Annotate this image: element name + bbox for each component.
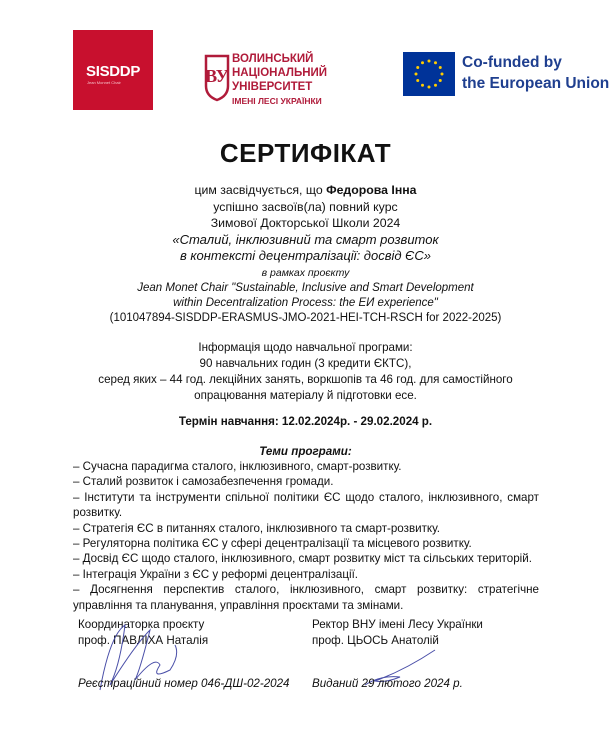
list-item: – Сталий розвиток і самозабезпечення громади. xyxy=(73,475,334,489)
sisddp-logo: SISDDP Jean Monnet Chair xyxy=(73,30,153,110)
list-item: – Стратегія ЄС в питаннях сталого, інклюзивного та смарт-розвитку. xyxy=(73,521,440,535)
vnu-logo-text: ВОЛИНСЬКИЙ НАЦІОНАЛЬНИЙ УНІВЕРСИТЕТ ІМЕНІ ЛЕСІ УКРАЇНКИ xyxy=(232,53,328,106)
eu-star xyxy=(428,86,431,89)
topics-heading: Теми програми: xyxy=(259,445,352,458)
list-item: – Досвід ЄС щодо сталого, інклюзивного, смарт розвитку міст та сільських територій. xyxy=(73,552,532,566)
eu-star xyxy=(434,84,437,87)
study-term: Термін навчання: 12.02.2024р. - 29.02.2024 р. xyxy=(178,415,433,428)
eu-star xyxy=(416,66,419,69)
issue-date: Виданий 29 лютого 2024 р. xyxy=(312,677,463,690)
eu-star xyxy=(421,61,424,64)
list-item: – Інститути та інструменти спільної політики ЄС щодо сталого, інклюзивного, смарт розвитку. xyxy=(73,490,539,520)
program-info: Інформація щодо навчальної програми: 90 навчальних годин (3 кредити ЄКТС), серед яких – 44 год. лекційних занять, воркшопів та 46 год. для самостійного опрацювання матеріалу й підготовки есе. Термін навчання: 12.02.2024р. - 29.02.2024 р. xyxy=(60,340,551,430)
list-item: – Сучасна парадигма сталого, інклюзивного, смарт-розвитку. xyxy=(73,460,402,473)
eu-star xyxy=(428,60,431,63)
topics-list xyxy=(73,459,539,613)
eu-star xyxy=(416,79,419,82)
eu-star xyxy=(439,66,442,69)
course-title: «Сталий, інклюзивний та смарт розвиток xyxy=(172,231,439,247)
list-item: – Інтеграція України з ЄС у реформі децентралізації. xyxy=(73,567,359,581)
list-item: – Регуляторна політика ЄС у сфері децентралізації та місцевого розвитку. xyxy=(73,537,472,551)
eu-cofunded-text: Co-funded by the European Union xyxy=(462,54,610,92)
coordinator-signature-block: Координаторка проєкту проф. ПАВЛІХА Наталія xyxy=(78,618,209,647)
eu-flag-icon xyxy=(403,52,455,96)
eu-star xyxy=(415,73,418,76)
list-item: – Досягнення перспектив сталого, інклюзивного, смарт розвитку: стратегічне управління та планування, управління проєктами та змінами. xyxy=(73,583,539,612)
eu-star xyxy=(421,84,424,87)
eu-star xyxy=(441,73,444,76)
rector-signature-block: Ректор ВНУ імені Лесу Українки проф. ЦЬОСЬ Анатолій xyxy=(312,618,483,647)
registration-number: Реєстраційний номер 046-ДШ-02-2024 xyxy=(78,677,290,690)
certificate-title: СЕРТИФІКАТ xyxy=(219,138,392,168)
svg-text:ВУ: ВУ xyxy=(205,66,229,86)
recipient-name: Федорова Інна xyxy=(326,183,417,197)
certificate-body: цим засвідчується, що Федорова Інна успішно засвоїв(ла) повний курс Зимової Докторської Школи 2024 «Сталий, інклюзивний та смарт розвиток в контексті децентралізації: досвід ЄС» в рамках проєкту Jean Monet Chair "Sustainable, Inclusive and Smart Development within Decentralization Process: the ЕИ experience" (101047894-SISDDP-ERASMUS-JMO-2021-HEI-TCH-RSCH for 2022-2025) xyxy=(60,182,551,326)
eu-star xyxy=(439,79,442,82)
vnu-crest-logo xyxy=(204,52,230,102)
eu-star xyxy=(434,61,437,64)
